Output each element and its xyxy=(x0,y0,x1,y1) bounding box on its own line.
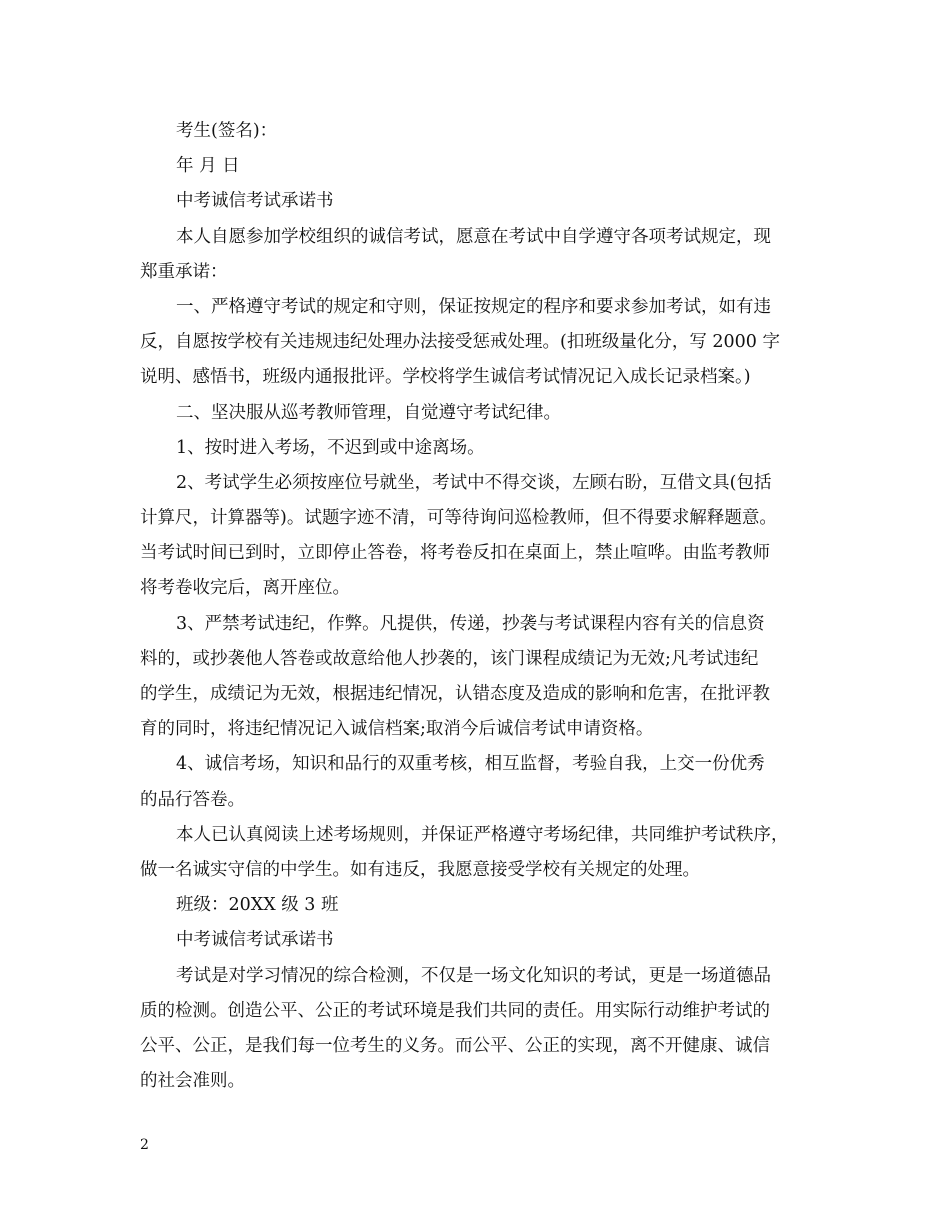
text-line: 质的检测。创造公平、公正的考试环境是我们共同的责任。用实际行动维护考试的 xyxy=(140,1000,770,1021)
text-line: 的学生，成绩记为无效，根据违纪情况，认错态度及造成的影响和危害，在批评教 xyxy=(140,684,770,704)
text-line: 本人自愿参加学校组织的诚信考试，愿意在考试中自学遵守各项考试规定，现 xyxy=(176,226,771,247)
text-line: 考试是对学习情况的综合检测，不仅是一场文化知识的考试，更是一场道德品 xyxy=(176,965,771,986)
text-line: 1、按时进入考场，不迟到或中途离场。 xyxy=(176,437,485,458)
text-line: 反，自愿按学校有关违规违纪处理办法接受惩戒处理。(扣班级量化分，写 2000 字 xyxy=(140,332,780,353)
text-line: 的品行答卷。 xyxy=(140,789,245,810)
text-line: 一、严格遵守考试的规定和守则，保证按规定的程序和要求参加考试，如有违 xyxy=(176,296,771,317)
text-line: 中考诚信考试承诺书 xyxy=(176,930,334,951)
text-line: 将考卷收完后，离开座位。 xyxy=(140,578,350,599)
text-line: 2、考试学生必须按座位号就坐，考试中不得交谈，左顾右盼，互借文具(包括 xyxy=(176,472,772,493)
text-line: 做一名诚实守信的中学生。如有违反，我愿意接受学校有关规定的处理。 xyxy=(140,859,700,880)
text-line: 育的同时，将违纪情况记入诚信档案;取消今后诚信考试申请资格。 xyxy=(140,719,654,740)
text-line: 班级：20XX 级 3 班 xyxy=(176,895,339,916)
text-line: 中考诚信考试承诺书 xyxy=(176,191,334,212)
text-line: 当考试时间已到时，立即停止答卷，将考卷反扣在桌面上，禁止喧哗。由监考教师 xyxy=(140,543,770,564)
text-line: 本人已认真阅读上述考场规则，并保证严格遵守考场纪律，共同维护考试秩序， xyxy=(176,824,789,845)
text-line: 的社会准则。 xyxy=(140,1071,245,1092)
text-line: 二、坚决服从巡考教师管理，自觉遵守考试纪律。 xyxy=(176,402,561,423)
text-line: 郑重承诺： xyxy=(140,261,228,282)
text-line: 料的，或抄袭他人答卷或故意给他人抄袭的，该门课程成绩记为无效;凡考试违纪 xyxy=(140,648,759,669)
text-line: 考生(签名)： xyxy=(176,121,278,141)
text-line: 说明、感悟书，班级内通报批评。学校将学生诚信考试情况记入成长记录档案。) xyxy=(140,367,751,388)
text-line: 公平、公正，是我们每一位考生的义务。而公平、公正的实现，离不开健康、诚信 xyxy=(140,1035,770,1056)
text-line: 年 月 日 xyxy=(176,156,240,177)
text-line: 4、诚信考场，知识和品行的双重考核，相互监督，考验自我，上交一份优秀 xyxy=(176,754,765,775)
text-line: 计算尺，计算器等)。试题字迹不清，可等待询问巡检教师，但不得要求解释题意。 xyxy=(140,508,777,529)
text-line: 3、严禁考试违纪，作弊。凡提供，传递，抄袭与考试课程内容有关的信息资 xyxy=(176,613,765,634)
document-body xyxy=(140,114,815,1099)
page-number: 2 xyxy=(140,1137,149,1153)
